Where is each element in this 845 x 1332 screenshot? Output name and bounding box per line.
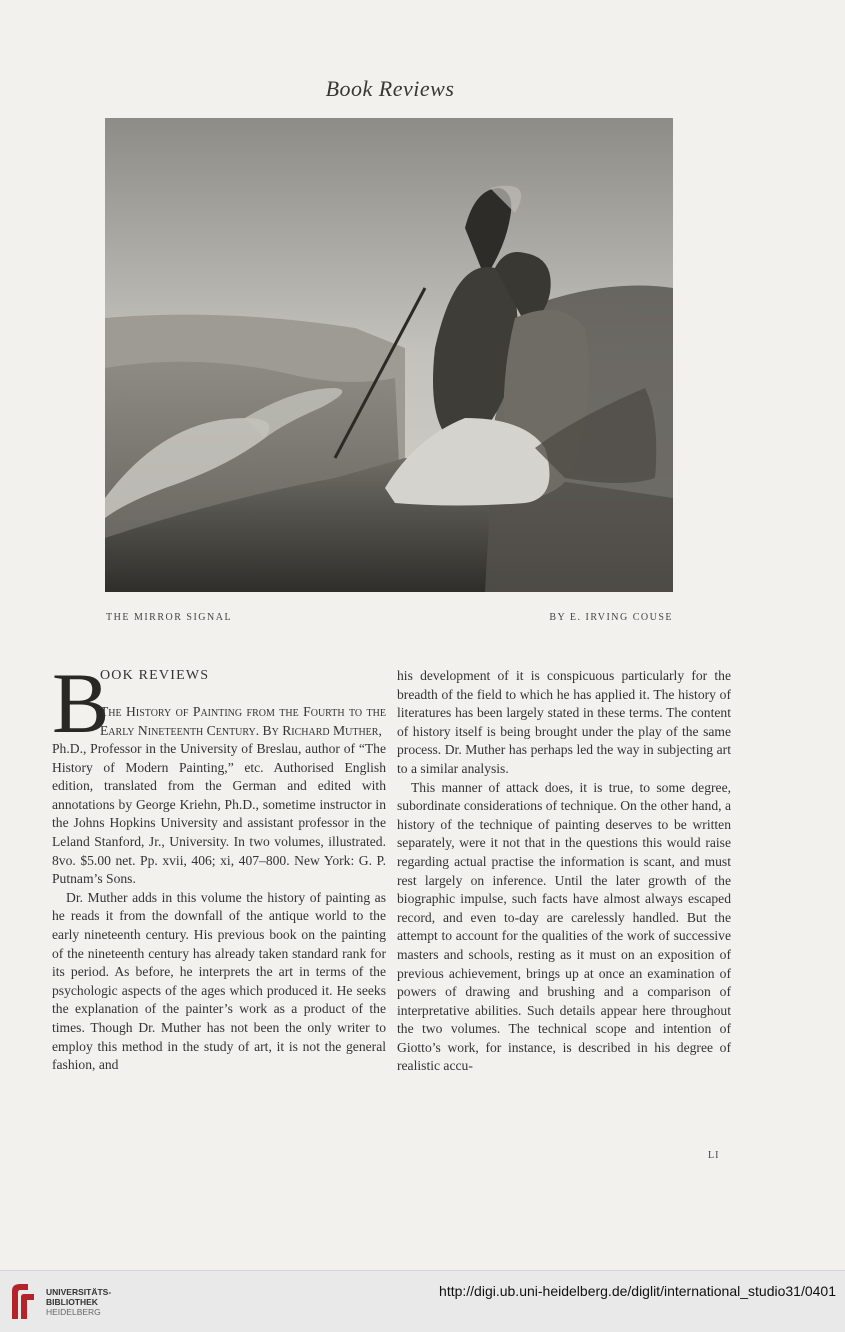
painting-plate (105, 118, 673, 592)
text-column-right (397, 667, 731, 1076)
paragraph: Ph.D., Professor in the University of Breslau, author of “The History of Modern Painting,” etc. Authorised English edition, translated from the German and edited with annotations by George Kriehn, Ph.D., sometime instructor in the Johns Hopkins University and assistant professor in the Leland Stanford, Jr., University. In two volumes, illustrated. 8vo. $5.00 net. Pp. xvii, 406; xi, 407–800. New York: G. P. Putnam’s Sons. (52, 741, 386, 887)
text-column-left (52, 655, 386, 1075)
paragraph: This manner of attack does, it is true, to some degree, subordinate considerations of technique. On the other hand, a history of the technique of painting deserves to be written separately, were it not that in the questions this would raise regarding actual practise the information is scant, and must rest largely on inference. Until the later growth of the biographic impulse, such facts have almost always escaped record, and even to-day are carelessly handled. But the attempt to account for the qualities of the work of successive masters and schools, resting as it must on an exposition of previous achievement, brings up at once an examination of powers of drawing and brushing and a comparison of interpretative abilities. Such details appear here throughout the two volumes. The technical scope and intention of Giotto’s work, for instance, is described in his degree of realistic accu- (397, 779, 731, 1074)
plate-caption-artist: BY E. IRVING COUSE (549, 612, 673, 623)
digitization-footer (0, 1270, 845, 1332)
paragraph: his development of it is conspicuous particularly for the breadth of the field to which he has applied it. The history of literatures has been largely stated in these terms. The content of history itself is being brought under the play of the same process. Dr. Muther has perhaps led the way in subjecting art to a similar analysis. (397, 668, 731, 776)
running-head: Book Reviews (325, 76, 455, 101)
book-title: The History of Painting from the Fourth to the Early Nineteenth Century. By Richard Muther, (100, 704, 386, 738)
drop-cap: B (52, 655, 110, 751)
section-heading (52, 655, 386, 751)
library-name: UNIVERSITÄTS- BIBLIOTHEK HEIDELBERG (46, 1287, 112, 1317)
page-number: LI (708, 1150, 720, 1161)
plate-caption-title: THE MIRROR SIGNAL (106, 612, 233, 623)
section-heading-text: OOK REVIEWS (100, 668, 210, 683)
source-url-link[interactable]: http://digi.ub.uni-heidelberg.de/diglit/international_studio31/0401 (439, 1283, 836, 1299)
paragraph: Dr. Muther adds in this volume the history of painting as he reads it from the downfall of the antique world to the early nineteenth century. His previous book on the painting of the nineteenth century has already taken standard rank for its period. As before, he interprets the art in terms of the psychologic aspects of the ages which produced it. He seeks the explanation of the painter’s work as a product of the times. Though Dr. Muther has not been the only writer to employ this method in the study of art, it is not the general fashion, and (52, 889, 386, 1073)
painting-image (105, 118, 673, 592)
library-logo-icon (8, 1281, 38, 1323)
